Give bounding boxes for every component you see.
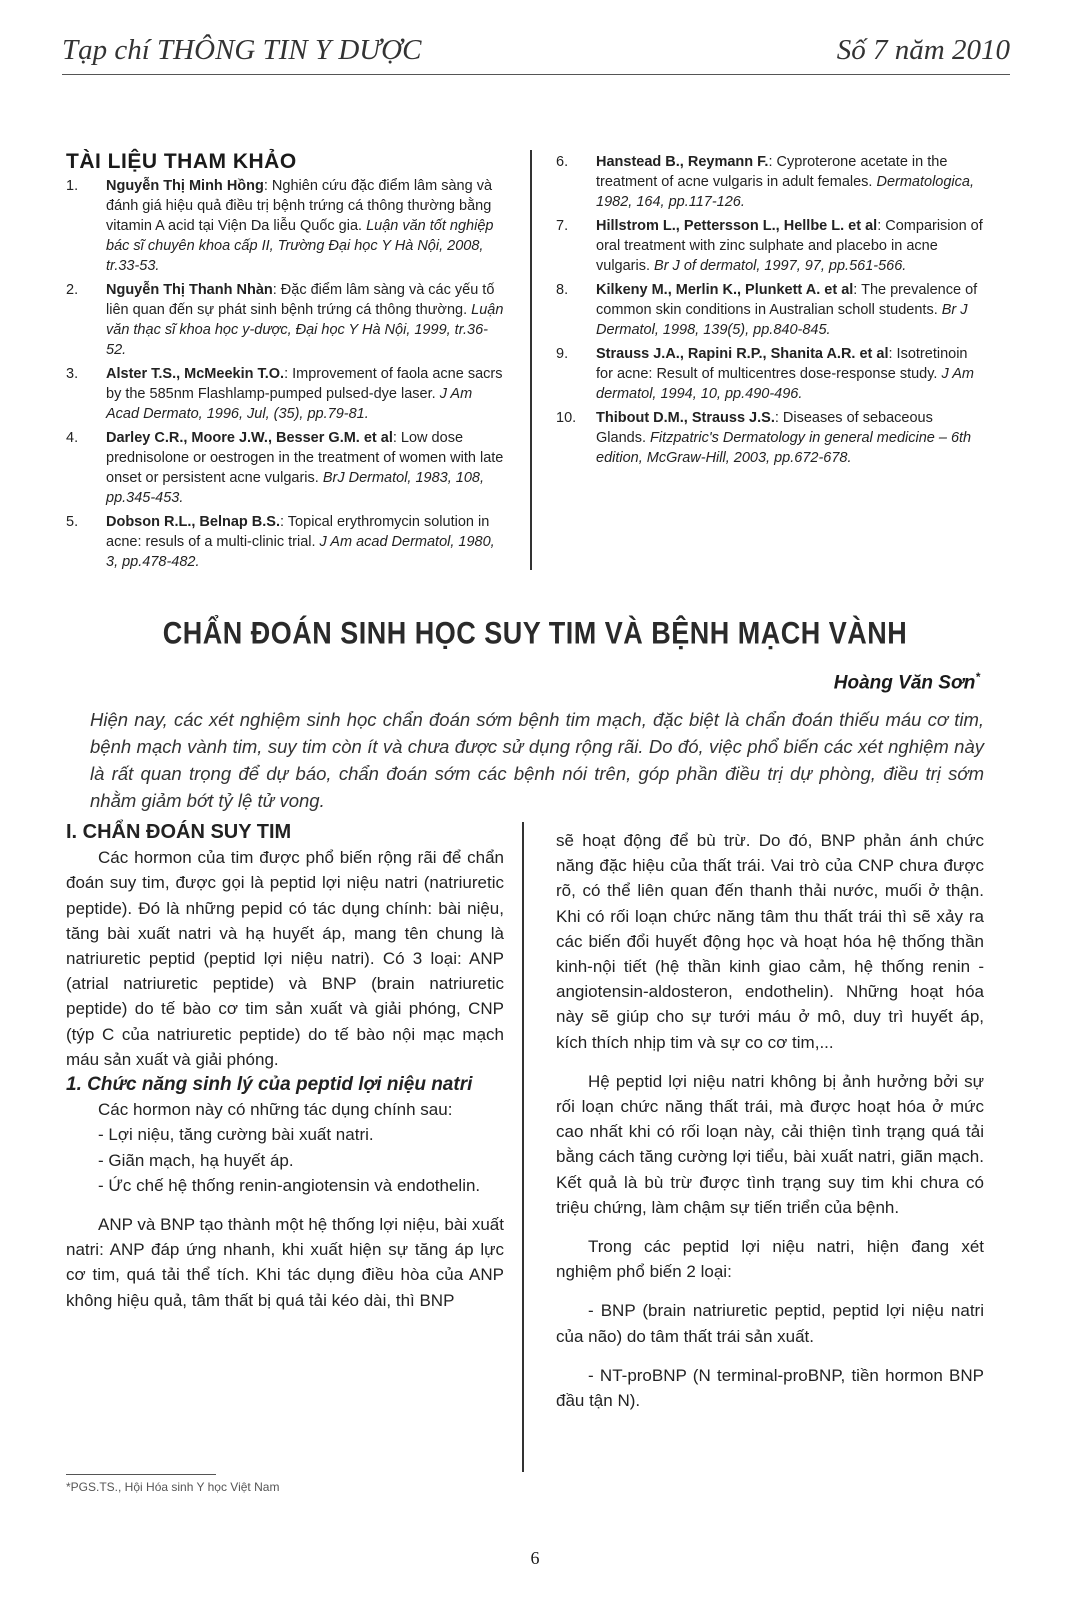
author-footnote: *PGS.TS., Hội Hóa sinh Y học Việt Nam bbox=[66, 1480, 280, 1494]
reference-text: : Low dose prednisolone or oestrogen in the treatment of women with late onset or persistent acne vulgaris. bbox=[106, 430, 504, 486]
bullet-item: - Giãn mạch, hạ huyết áp. bbox=[98, 1150, 294, 1170]
body-paragraph: - NT-proBNP (N terminal-proBNP, tiền hormon BNP đầu tận N). bbox=[556, 1365, 984, 1411]
reference-authors: Strauss J.A., Rapini R.P., Shanita A.R. et al bbox=[596, 346, 889, 362]
body-paragraph: Hệ peptid lợi niệu natri không bị ảnh hưởng bởi sự rối loạn chức năng thất trái, mà được hoạt hóa ở mức cao nhất khi có rối loạn này, cải thiện tình trạng quá tải bằng cách tăng cường lợi tiểu, bài xuất natri, giãn mạch. Kết quả là bù trừ được tình trạng suy tim khi chưa có triệu chứng, làm chậm sự tiến triển của bệnh. bbox=[556, 1071, 984, 1217]
article-right-column bbox=[556, 828, 984, 1413]
reference-item bbox=[66, 364, 506, 424]
reference-item bbox=[556, 408, 984, 468]
reference-text: : Diseases of sebaceous Glands. bbox=[596, 410, 933, 446]
reference-number: 1. bbox=[66, 178, 79, 194]
reference-citation: Br J Dermatol, 1998, 139(5), pp.840-845. bbox=[596, 302, 968, 338]
reference-authors: Kilkeny M., Merlin K., Plunkett A. et al bbox=[596, 282, 854, 298]
reference-number: 4. bbox=[66, 430, 79, 446]
body-paragraph: Các hormon này có những tác dụng chính sau: bbox=[98, 1100, 453, 1120]
body-paragraph: sẽ hoạt động để bù trừ. Do đó, BNP phản ánh chức năng đặc hiệu của thất trái. Vai trò của CNP chưa được rõ, có thể liên quan đến thanh thải nước, muối ở thận. Khi có rối loạn chức năng tâm thu thất trái thì sẽ xảy ra các biến đổi huyết động học và hoạt hóa hệ thống thần kinh-nội tiết (hệ thần kinh giao cảm, hệ thống renin - angiotensin-aldosteron, endothelin). Những hoạt hóa này sẽ giúp cho sự tưới máu ở mô, duy trì huyết áp, kích thích nhịp tim và sự co cơ tim,... bbox=[556, 831, 984, 1052]
reference-text: : Cyproterone acetate in the treatment of acne vulgaris in adult females. bbox=[596, 154, 948, 190]
reference-number: 2. bbox=[66, 282, 79, 298]
reference-authors: Alster T.S., McMeekin T.O. bbox=[106, 366, 285, 382]
issue-number: Số 7 năm 2010 bbox=[836, 34, 1010, 66]
reference-authors: Nguyễn Thị Thanh Nhàn bbox=[106, 282, 273, 298]
reference-text: : Isotretinoin for acne: Result of multicentres dose-response study. bbox=[596, 346, 968, 382]
reference-text: : Nghiên cứu đặc điểm lâm sàng và đánh giá hiệu quả điều trị bệnh trứng cá thông thường bằng vitamin A acid tại Viện Da liễu Quốc gia. bbox=[106, 178, 493, 234]
reference-item bbox=[66, 176, 506, 276]
reference-citation: Br J of dermatol, 1997, 97, pp.561-566. bbox=[654, 258, 907, 274]
reference-number: 5. bbox=[66, 514, 79, 530]
reference-authors: Dobson R.L., Belnap B.S. bbox=[106, 514, 281, 530]
author-name: Hoàng Văn Sơn bbox=[833, 672, 976, 694]
reference-text: : Improvement of faola acne sacrs by the 585nm Flashlamp-pumped pulsed-dye laser. bbox=[106, 366, 503, 402]
reference-citation: Luận văn thạc sĩ khoa học y-dược, Đại học Y Hà Nội, 1999, tr.36-52. bbox=[106, 302, 504, 358]
reference-number: 7. bbox=[556, 218, 569, 234]
reference-citation: Fitzpatric's Dermatology in general medicine – 6th edition, McGraw-Hill, 2003, pp.672-678. bbox=[596, 430, 972, 466]
reference-item bbox=[66, 280, 506, 360]
references-title: TÀI LIỆU THAM KHẢO bbox=[66, 150, 297, 173]
journal-header bbox=[62, 30, 1010, 75]
reference-item bbox=[66, 428, 506, 508]
article-column-divider bbox=[522, 822, 524, 1472]
reference-number: 8. bbox=[556, 282, 569, 298]
reference-item bbox=[66, 512, 506, 572]
reference-citation: J Am acad Dermatol, 1980, 3, pp.478-482. bbox=[106, 534, 495, 570]
body-paragraph: Các hormon của tim được phổ biến rộng rãi để chẩn đoán suy tim, được gọi là peptid lợi niệu natri (natriuretic peptide). Đó là những pepid có tác dụng chính: bài niệu, tăng bài xuất natri và hạ huyết áp, mang tên chung là natriuretic peptid (peptid lợi niệu natri). Có 3 loại: ANP (atrial natriuretic peptide) và BNP (brain natriuretic peptide) do tế bào cơ tim sản xuất và giải phóng, CNP (týp C của natriuretic peptide) do tế bào nội mạc mạch máu sản xuất và giải phóng. bbox=[66, 848, 504, 1069]
author-footnote-mark: * bbox=[975, 670, 980, 684]
references-right-column bbox=[556, 152, 984, 472]
reference-item bbox=[556, 280, 984, 340]
body-paragraph: ANP và BNP tạo thành một hệ thống lợi niệu, bài xuất natri: ANP đáp ứng nhanh, khi xuất hiện sự tăng áp lực cơ tim, quá tải thể tích. Khi tác dụng điều hòa của ANP không hiệu quả, tâm thất bị quá tải kéo dài, thì BNP bbox=[66, 1215, 504, 1310]
journal-title: Tạp chí THÔNG TIN Y DƯỢC bbox=[62, 34, 422, 66]
article-author bbox=[834, 670, 980, 694]
article-left-column bbox=[66, 820, 504, 1313]
reference-item bbox=[556, 152, 984, 212]
reference-authors: Thibout D.M., Strauss J.S. bbox=[596, 410, 775, 426]
page-number: 6 bbox=[530, 1548, 540, 1568]
bullet-item: - Ức chế hệ thống renin-angiotensin và endothelin. bbox=[98, 1175, 481, 1195]
reference-authors: Hillstrom L., Pettersson L., Hellbe L. et al bbox=[596, 218, 878, 234]
bullet-item: - Lợi niệu, tăng cường bài xuất natri. bbox=[98, 1125, 374, 1145]
reference-citation: Dermatologica, 1982, 164, pp.117-126. bbox=[596, 174, 974, 210]
section-heading: I. CHẨN ĐOÁN SUY TIM bbox=[66, 821, 292, 843]
reference-number: 9. bbox=[556, 346, 569, 362]
references-column-divider bbox=[530, 150, 532, 570]
reference-authors: Hanstead B., Reymann F. bbox=[596, 154, 769, 170]
reference-item bbox=[556, 344, 984, 404]
reference-citation: BrJ Dermatol, 1983, 108, pp.345-453. bbox=[106, 470, 485, 506]
footnote-rule bbox=[66, 1474, 216, 1475]
reference-citation: Luận văn tốt nghiệp bác sĩ chuyên khoa cấp II, Trường Đại học Y Hà Nội, 2008, tr.33-53. bbox=[106, 218, 494, 274]
article-title: CHẨN ĐOÁN SINH HỌC SUY TIM VÀ BỆNH MẠCH VÀNH bbox=[162, 615, 908, 651]
reference-text: : Đặc điểm lâm sàng và các yếu tố liên quan đến sự phát sinh bệnh trứng cá thông thường. bbox=[106, 282, 495, 318]
reference-text: : The prevalence of common skin conditions in Australian scholl students. bbox=[596, 282, 978, 318]
article-abstract: Hiện nay, các xét nghiệm sinh học chẩn đoán sớm bệnh tim mạch, đặc biệt là chẩn đoán thiếu máu cơ tim, bệnh mạch vành tim, suy tim còn ít và chưa được sử dụng rộng rãi. Do đó, việc phổ biến các xét nghiệm này là rất quan trọng để dự báo, chẩn đoán sớm các bệnh nói trên, góp phần điều trị dự phòng, điều trị sớm nhằm giảm bớt tỷ lệ tử vong. bbox=[90, 709, 984, 811]
reference-authors: Nguyễn Thị Minh Hồng bbox=[106, 178, 264, 194]
body-paragraph: - BNP (brain natriuretic peptid, peptid lợi niệu natri của não) do tâm thất trái sản xuất. bbox=[556, 1301, 984, 1346]
reference-item bbox=[556, 216, 984, 276]
reference-number: 10. bbox=[556, 410, 577, 426]
references-left-column bbox=[66, 176, 506, 576]
subsection-heading: 1. Chức năng sinh lý của peptid lợi niệu natri bbox=[66, 1074, 473, 1096]
reference-authors: Darley C.R., Moore J.W., Besser G.M. et al bbox=[106, 430, 393, 446]
reference-citation: J Am dermatol, 1994, 10, pp.490-496. bbox=[596, 366, 974, 402]
reference-number: 6. bbox=[556, 154, 569, 170]
body-paragraph: Trong các peptid lợi niệu natri, hiện đang xét nghiệm phổ biến 2 loại: bbox=[556, 1237, 984, 1282]
reference-text: : Comparision of oral treatment with zinc sulphate and placebo in acne vulgaris. bbox=[596, 218, 983, 274]
reference-number: 3. bbox=[66, 366, 79, 382]
reference-text: : Topical erythromycin solution in acne: resuls of a multi-clinic trial. bbox=[106, 514, 490, 550]
reference-citation: J Am Acad Dermato, 1996, Jul, (35), pp.79-81. bbox=[106, 386, 473, 422]
